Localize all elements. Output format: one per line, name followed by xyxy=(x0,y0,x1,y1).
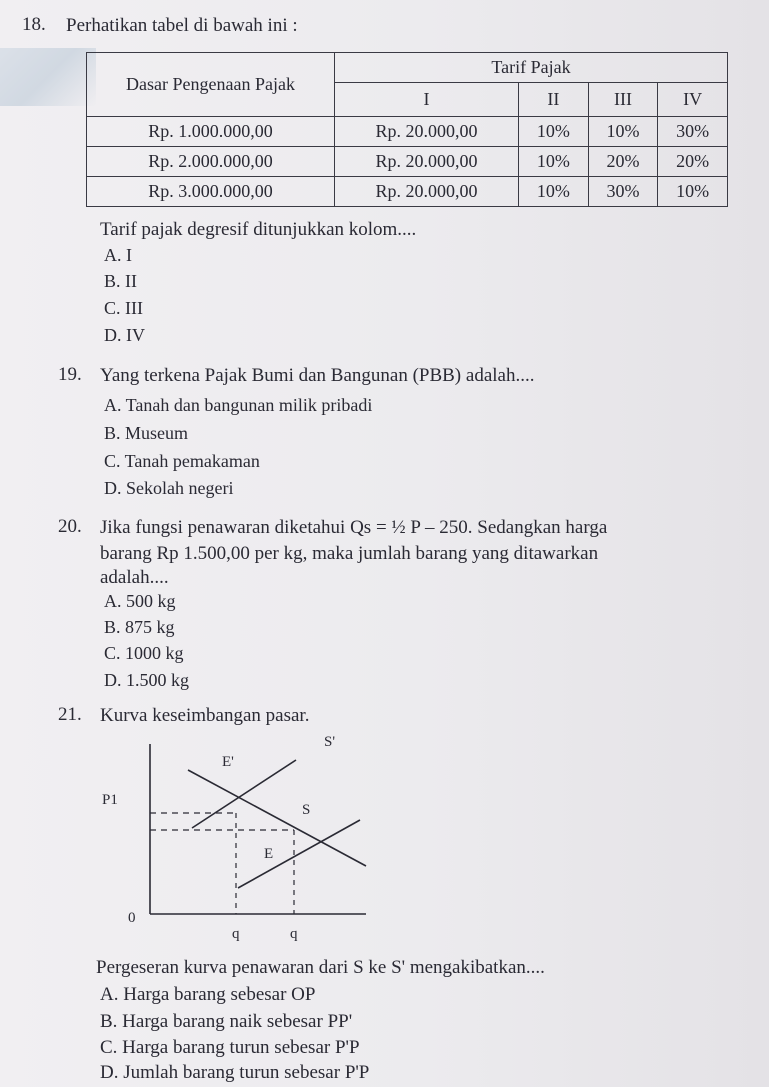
q20-stem-line2: barang Rp 1.500,00 per kg, maka jumlah barang yang ditawarkan xyxy=(100,543,599,564)
label-e: E xyxy=(264,846,274,862)
table-row xyxy=(87,147,728,177)
q18-intro: Perhatikan tabel di bawah ini : xyxy=(66,15,298,36)
tax-table xyxy=(86,52,728,207)
q20-stem-line1: Jika fungsi penawaran diketahui Qs = ½ P – 250. Sedangkan harga xyxy=(100,517,608,538)
q18-option-b[interactable]: B. II xyxy=(104,271,137,291)
col-header-4: IV xyxy=(658,83,728,117)
demand-curve xyxy=(188,770,366,866)
q18-number: 18. xyxy=(22,14,46,35)
table-row xyxy=(87,177,728,207)
q20-option-a[interactable]: A. 500 kg xyxy=(104,591,176,611)
q19-option-c[interactable]: C. Tanah pemakaman xyxy=(104,451,260,471)
table-cell: 30% xyxy=(588,177,658,207)
q21-number: 21. xyxy=(58,704,82,725)
header-dasar: Dasar Pengenaan Pajak xyxy=(87,53,335,117)
q20-number: 20. xyxy=(58,516,82,537)
q21-option-c[interactable]: C. Harga barang turun sebesar P'P xyxy=(100,1037,360,1058)
table-cell: 10% xyxy=(519,177,589,207)
label-s-prime: S' xyxy=(324,734,336,750)
table-cell: Rp. 2.000.000,00 xyxy=(87,147,335,177)
table-cell: 30% xyxy=(658,117,728,147)
header-tarif: Tarif Pajak xyxy=(335,53,728,83)
table-cell: Rp. 20.000,00 xyxy=(335,117,519,147)
label-q1: q xyxy=(232,926,240,942)
q18-option-c[interactable]: C. III xyxy=(104,298,143,318)
supply-curve-s-prime xyxy=(192,760,296,828)
table-cell: 10% xyxy=(588,117,658,147)
table-cell: 10% xyxy=(519,117,589,147)
q20-option-b[interactable]: B. 875 kg xyxy=(104,617,175,637)
q19-stem: Yang terkena Pajak Bumi dan Bangunan (PBB) adalah.... xyxy=(100,365,535,386)
label-origin: 0 xyxy=(128,910,136,926)
q19-number: 19. xyxy=(58,364,82,385)
q21-option-d[interactable]: D. Jumlah barang turun sebesar P'P xyxy=(100,1062,370,1083)
q21-option-b[interactable]: B. Harga barang naik sebesar PP' xyxy=(100,1011,353,1032)
market-equilibrium-graph xyxy=(88,724,388,954)
col-header-2: II xyxy=(519,83,589,117)
q19-option-d[interactable]: D. Sekolah negeri xyxy=(104,478,234,498)
label-e-prime: E' xyxy=(222,754,234,770)
q20-option-c[interactable]: C. 1000 kg xyxy=(104,643,184,663)
label-s: S xyxy=(302,802,311,818)
table-cell: Rp. 1.000.000,00 xyxy=(87,117,335,147)
q18-stem: Tarif pajak degresif ditunjukkan kolom.... xyxy=(100,219,417,240)
label-q2: q xyxy=(290,926,298,942)
table-cell: 20% xyxy=(658,147,728,177)
col-header-1: I xyxy=(335,83,519,117)
q21-stem: Kurva keseimbangan pasar. xyxy=(100,705,310,726)
table-row xyxy=(87,117,728,147)
label-p1: P1 xyxy=(102,792,118,808)
q20-option-d[interactable]: D. 1.500 kg xyxy=(104,670,189,690)
table-cell: 20% xyxy=(588,147,658,177)
q21-option-a[interactable]: A. Harga barang sebesar OP xyxy=(100,984,316,1005)
q19-option-a[interactable]: A. Tanah dan bangunan milik pribadi xyxy=(104,395,373,415)
table-cell: Rp. 3.000.000,00 xyxy=(87,177,335,207)
table-cell: Rp. 20.000,00 xyxy=(335,177,519,207)
table-cell: 10% xyxy=(519,147,589,177)
q19-option-b[interactable]: B. Museum xyxy=(104,423,189,443)
q18-option-d[interactable]: D. IV xyxy=(104,325,145,345)
col-header-3: III xyxy=(588,83,658,117)
q18-option-a[interactable]: A. I xyxy=(104,245,132,265)
q21-question: Pergeseran kurva penawaran dari S ke S' mengakibatkan.... xyxy=(96,957,545,978)
q20-stem-line3: adalah.... xyxy=(100,567,169,588)
table-cell: 10% xyxy=(658,177,728,207)
table-cell: Rp. 20.000,00 xyxy=(335,147,519,177)
decorative-stripe xyxy=(0,48,96,106)
